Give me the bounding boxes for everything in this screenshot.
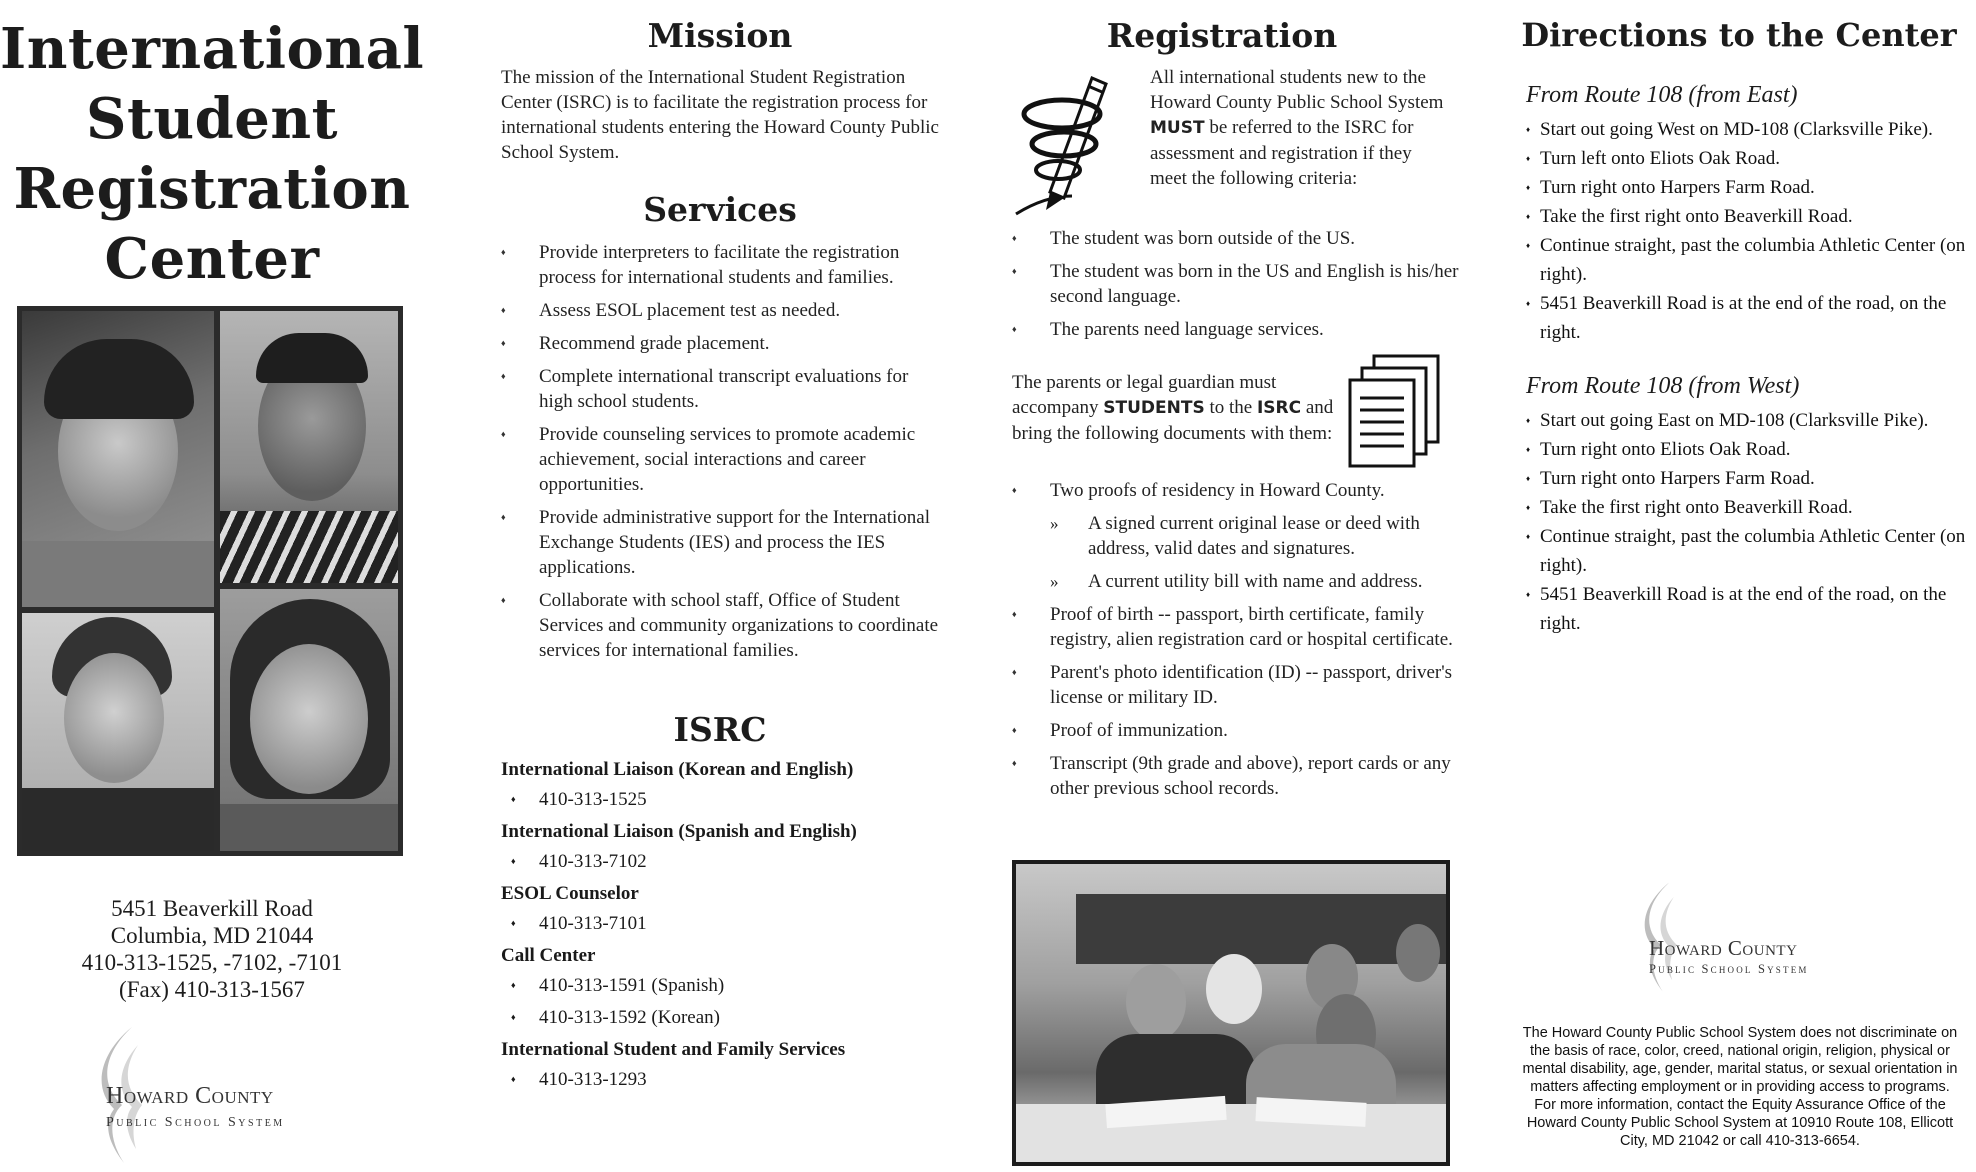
center-address xyxy=(0,895,424,1003)
isrc-contacts xyxy=(501,758,951,1100)
student-photo-boy xyxy=(22,613,214,851)
docs-text: to the xyxy=(1204,397,1257,418)
documents-intro xyxy=(1012,370,1342,446)
logo-text-line2: Public School System xyxy=(106,1115,285,1130)
direction-step: ♦ Turn right onto Harpers Farm Road. xyxy=(1526,464,1976,493)
intro-text: be referred to the ISRC for assessment and registration if they meet the following criteria: xyxy=(1150,117,1414,189)
student-photo-boy-smiling xyxy=(220,311,398,583)
cover-title-line: Center xyxy=(104,226,320,292)
direction-step: ♦ 5451 Beaverkill Road is at the end of the road, on the right. xyxy=(1526,289,1976,347)
documents-icon xyxy=(1348,354,1442,470)
list-item: ♦ Collaborate with school staff, Office of Student Services and community organizations to coordinate services for international families. xyxy=(501,588,941,663)
mission-heading: Mission xyxy=(647,16,793,55)
address-city: Columbia, MD 21044 xyxy=(110,923,314,948)
route-east xyxy=(1526,82,1976,347)
list-item: ♦ Provide counseling services to promote academic achievement, social interactions and career opportunities. xyxy=(501,422,941,497)
address-phones: 410-313-1525, -7102, -7101 xyxy=(81,950,343,975)
list-item: ♦ Complete international transcript evaluations for high school students. xyxy=(501,364,941,414)
criteria-list xyxy=(1012,226,1462,350)
contact-label: International Liaison (Spanish and English) xyxy=(501,821,857,842)
list-item: ♦ Recommend grade placement. xyxy=(501,331,941,356)
direction-step: ♦ Turn right onto Eliots Oak Road. xyxy=(1526,435,1976,464)
direction-step: ♦ Turn right onto Harpers Farm Road. xyxy=(1526,173,1976,202)
mission-services-panel xyxy=(488,0,968,1172)
list-item: ♦ Provide interpreters to facilitate the registration process for international students and families. xyxy=(501,240,941,290)
pencil-icon xyxy=(1002,64,1112,224)
registration-heading: Registration xyxy=(1106,16,1338,55)
list-item: ♦ Proof of birth -- passport, birth certificate, family registry, alien registration card or hospital certificate. xyxy=(1012,602,1462,652)
docs-isrc: ISRC xyxy=(1256,398,1302,418)
contact-label: Call Center xyxy=(501,945,596,966)
direction-step: ♦ Continue straight, past the columbia Athletic Center (on right). xyxy=(1526,522,1976,580)
contact-phone: ♦ 410-313-1293 xyxy=(501,1068,951,1092)
services-list xyxy=(501,240,941,671)
direction-step: ♦ Start out going East on MD-108 (Clarksville Pike). xyxy=(1526,406,1976,435)
contact-phone: ♦ 410-313-1592 (Korean) xyxy=(501,1006,951,1030)
list-item: ♦ Provide administrative support for the International Exchange Students (IES) and process the IES applications. xyxy=(501,505,941,580)
direction-step: ♦ Take the first right onto Beaverkill Road. xyxy=(1526,202,1976,231)
directions-heading: Directions to the Center xyxy=(1521,16,1957,54)
hcpss-logo xyxy=(92,1025,352,1165)
address-street: 5451 Beaverkill Road xyxy=(111,896,313,921)
route-title: From Route 108 (from West) xyxy=(1526,373,1800,399)
sub-list-item: » A signed current original lease or deed with address, valid dates and signatures. xyxy=(1012,511,1462,561)
student-photo-girl-smiling xyxy=(220,589,398,851)
address-fax: (Fax) 410-313-1567 xyxy=(119,977,305,1002)
services-heading: Services xyxy=(643,190,797,229)
direction-step: ♦ Continue straight, past the columbia Athletic Center (on right). xyxy=(1526,231,1976,289)
list-item: ♦ Transcript (9th grade and above), report cards or any other previous school records. xyxy=(1012,751,1462,801)
list-item: ♦ The parents need language services. xyxy=(1012,317,1462,342)
docs-students: STUDENTS xyxy=(1103,398,1205,418)
route-title: From Route 108 (from East) xyxy=(1526,82,1798,108)
list-item: ♦ Assess ESOL placement test as needed. xyxy=(501,298,941,323)
route-west xyxy=(1526,373,1976,638)
cover-title xyxy=(0,14,424,294)
direction-step: ♦ 5451 Beaverkill Road is at the end of the road, on the right. xyxy=(1526,580,1976,638)
list-item: ♦ The student was born outside of the US. xyxy=(1012,226,1462,251)
registration-intro xyxy=(1150,65,1450,191)
logo-text-line1: Howard County xyxy=(106,1083,274,1109)
list-item: ♦ Two proofs of residency in Howard County. xyxy=(1012,478,1462,503)
student-photo-collage xyxy=(17,306,403,856)
docs-text: The parents or legal guardian must accompany xyxy=(1012,372,1277,418)
contact-phone: ♦ 410-313-1591 (Spanish) xyxy=(501,974,951,998)
registration-panel xyxy=(1002,0,1472,1172)
mission-text: The mission of the International Student Registration Center (ISRC) is to facilitate the registration process for international students entering the Howard County Public School System. xyxy=(501,67,939,163)
list-item: ♦ The student was born in the US and English is his/her second language. xyxy=(1012,259,1462,309)
classroom-photo xyxy=(1012,860,1450,1166)
cover-title-line: Student xyxy=(86,86,338,152)
sub-list-item: » A current utility bill with name and address. xyxy=(1012,569,1462,594)
direction-step: ♦ Turn left onto Eliots Oak Road. xyxy=(1526,144,1976,173)
contact-label: ESOL Counselor xyxy=(501,883,639,904)
contact-phone: ♦ 410-313-7102 xyxy=(501,850,951,874)
nondiscrimination-notice: The Howard County Public School System does not discriminate on the basis of race, color, creed, national origin, religion, physical or mental disability, age, gender, marital status, or sexual orientation in matters affecting employment or in providing access to programs. For more information, contact the Equity Assurance Office of the Howard County Public School System at 10910 Route 108, Ellicott City, MD 21042 or call 410-313-6654. xyxy=(1522,1025,1958,1149)
contact-phone: ♦ 410-313-7101 xyxy=(501,912,951,936)
cover-panel xyxy=(0,0,424,1172)
logo-text-line2: Public School System xyxy=(1649,962,1809,976)
intro-text: All international students new to the Howard County Public School System xyxy=(1150,67,1444,113)
direction-step: ♦ Take the first right onto Beaverkill Road. xyxy=(1526,493,1976,522)
cover-title-line: Registration xyxy=(13,156,411,222)
cover-title-line: International xyxy=(0,16,425,82)
contact-label: International Student and Family Services xyxy=(501,1039,846,1060)
contact-phone: ♦ 410-313-1525 xyxy=(501,788,951,812)
list-item: ♦ Parent's photo identification (ID) -- passport, driver's license or military ID. xyxy=(1012,660,1462,710)
direction-step: ♦ Start out going West on MD-108 (Clarksville Pike). xyxy=(1526,115,1976,144)
directions-panel xyxy=(1502,0,1976,1172)
logo-text-line1: Howard County xyxy=(1649,936,1798,960)
list-item: ♦ Proof of immunization. xyxy=(1012,718,1462,743)
intro-must: MUST xyxy=(1150,118,1205,138)
docs-text: and bring the following documents with them: xyxy=(1012,397,1334,444)
hcpss-logo xyxy=(1637,878,1877,998)
contact-label: International Liaison (Korean and English) xyxy=(501,759,854,780)
documents-list xyxy=(1012,478,1462,809)
student-photo-girl xyxy=(22,311,214,607)
isrc-heading: ISRC xyxy=(673,710,767,749)
